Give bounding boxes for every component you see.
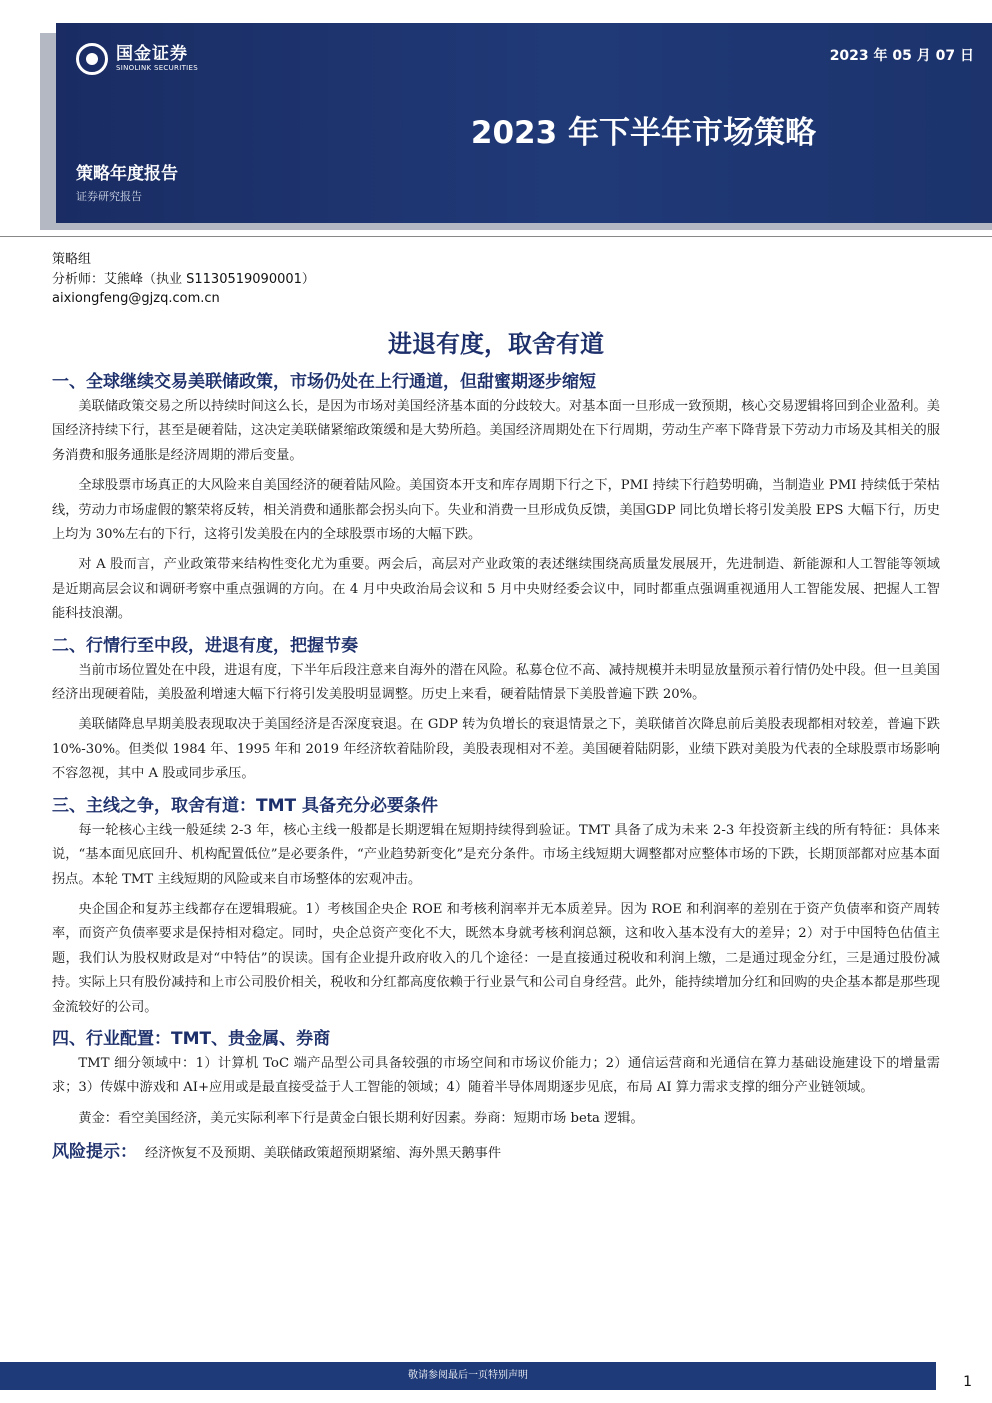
report-title: 2023 年下半年市场策略 <box>470 115 816 151</box>
report-type: 策略年度报告 <box>76 164 178 184</box>
paragraph: 黄金：看空美国经济，美元实际利率下行是黄金白银长期利好因素。券商：短期市场 beta 逻辑。 <box>78 1110 644 1126</box>
paragraph: TMT 细分领域中：1）计算机 ToC 端产品型公司具备较强的市场空间和市场议价能力；2）通信运营商和光通信在算力基础设施建设下的增量需求；3）传媒中游戏和 AI+应用或是最直接受益于人工智能的领域；4）随着半导体周期逐步见底，布局 AI 算力需求支撑的细分产业链领域。 <box>52 1055 940 1096</box>
footer-disclaimer: 敬请参阅最后一页特别声明 <box>0 1362 936 1390</box>
paragraph: 央企国企和复苏主线都存在逻辑瑕疵。1）考核国企央企 ROE 和考核利润率并无本质差异。因为 ROE 和利润率的差别在于资产负债率和资产周转率，而资产负债率要求是保持相对稳定。同时，央企总资产变化不大，既然本身就考核利润总额，这和收入基本没有大的差异；2）对于中国特色估值主题，我们认为股权财政是对“中特估”的误读。国有企业提升政府收入的几个途径：一是直接通过税收和利润上缴，二是通过现金分红，三是通过股份减持。实际上只有股份减持和上市公司股价相关，税收和分红都高度依赖于行业景气和公司自身经营。此外，能持续增加分红和回购的央企基本都是那些现金流较好的公司。 <box>52 901 940 1015</box>
risk-text: 经济恢复不及预期、美联储政策超预期紧缩、海外黑天鹅事件 <box>145 1146 502 1162</box>
logo-icon <box>76 43 108 75</box>
report-category: 证券研究报告 <box>76 190 142 203</box>
page-number: 1 <box>963 1374 972 1390</box>
paragraph: 当前市场位置处在中段，进退有度，下半年后段注意来自海外的潜在风险。私募仓位不高、减持规模并未明显放量预示着行情仍处中段。但一旦美国经济出现硬着陆，美股盈利增速大幅下行将引发美股明显调整。历史上来看，硬着陆情景下美股普遍下跌 20%。 <box>52 662 940 703</box>
document-title: 进退有度，取舍有道 <box>388 330 604 358</box>
company-logo <box>76 43 198 75</box>
logo-name-en: SINOLINK SECURITIES <box>116 64 198 72</box>
header-divider <box>0 236 992 237</box>
risk-label: 风险提示： <box>52 1142 137 1163</box>
analyst-group: 策略组 <box>52 252 92 267</box>
report-date: 2023 年 05 月 07 日 <box>829 48 974 64</box>
section <box>52 369 940 627</box>
section-heading: 二、行情行至中段，进退有度，把握节奏 <box>52 635 358 656</box>
paragraph: 全球股票市场真正的大风险来自美国经济的硬着陆风险。美国资本开支和库存周期下行之下，PMI 持续下行趋势明确，当制造业 PMI 持续低于荣枯线，劳动力市场虚假的繁荣将反转，相关消费和通胀都会拐头向下。失业和消费一旦形成负反馈，美国GDP 同比负增长将引发美股 EPS 大幅下行，历史上均为 30%左右的下行，这将引发美股在内的全球股票市场的大幅下跌。 <box>52 478 940 543</box>
section-heading: 四、行业配置：TMT、贵金属、券商 <box>52 1028 331 1049</box>
report-body <box>52 369 940 1162</box>
risk-warning <box>52 1137 940 1162</box>
section <box>52 633 940 787</box>
analyst-name: 分析师：艾熊峰（执业 S1130519090001） <box>52 271 315 287</box>
section <box>52 1026 940 1131</box>
paragraph: 美联储降息早期美股表现取决于美国经济是否深度衰退。在 GDP 转为负增长的衰退情景之下，美联储首次降息前后美股表现都相对较差，普遍下跌 10%-30%。但类似 1984 年、1995 年和 2019 年经济软着陆阶段，美股表现相对不差。美国硬着陆阴影，业绩下跌对美股为代表的全球股票市场影响不容忽视，其中 A 股或同步承压。 <box>52 717 940 782</box>
section <box>52 793 940 1020</box>
logo-name-cn: 国金证券 <box>116 44 188 64</box>
paragraph: 每一轮核心主线一般延续 2-3 年，核心主线一般都是长期逻辑在短期持续得到验证。TMT 具备了成为未来 2-3 年投资新主线的所有特征：具体来说，“基本面见底回升、机构配置低位”是必要条件，“产业趋势新变化”是充分条件。市场主线短期大调整都对应整体市场的下跌，长期顶部都对应基本面拐点。本轮 TMT 主线短期的风险或来自市场整体的宏观冲击。 <box>52 822 940 887</box>
report-banner <box>56 23 992 223</box>
paragraph: 对 A 股而言，产业政策带来结构性变化尤为重要。两会后，高层对产业政策的表述继续围绕高质量发展展开，先进制造、新能源和人工智能等领域是近期高层会议和调研考察中重点强调的方向。在 4 月中央政治局会议和 5 月中央财经委会议中，同时都重点强调重视通用人工智能发展、把握人工智能科技浪潮。 <box>52 557 940 622</box>
paragraph: 美联储政策交易之所以持续时间这么长，是因为市场对美国经济基本面的分歧较大。对基本面一旦形成一致预期，核心交易逻辑将回到企业盈利。美国经济持续下行，甚至是硬着陆，这决定美联储紧缩政策缓和是大势所趋。美国经济周期处在下行周期，劳动生产率下降背景下劳动力市场及其相关的服务消费和服务通胀是经济周期的滞后变量。 <box>52 399 940 463</box>
analyst-info <box>52 250 315 309</box>
analyst-email[interactable]: aixiongfeng@gjzq.com.cn <box>52 291 220 306</box>
section-heading: 一、全球继续交易美联储政策，市场仍处在上行通道，但甜蜜期逐步缩短 <box>52 372 596 392</box>
section-heading: 三、主线之争，取舍有道：TMT 具备充分必要条件 <box>52 795 439 816</box>
